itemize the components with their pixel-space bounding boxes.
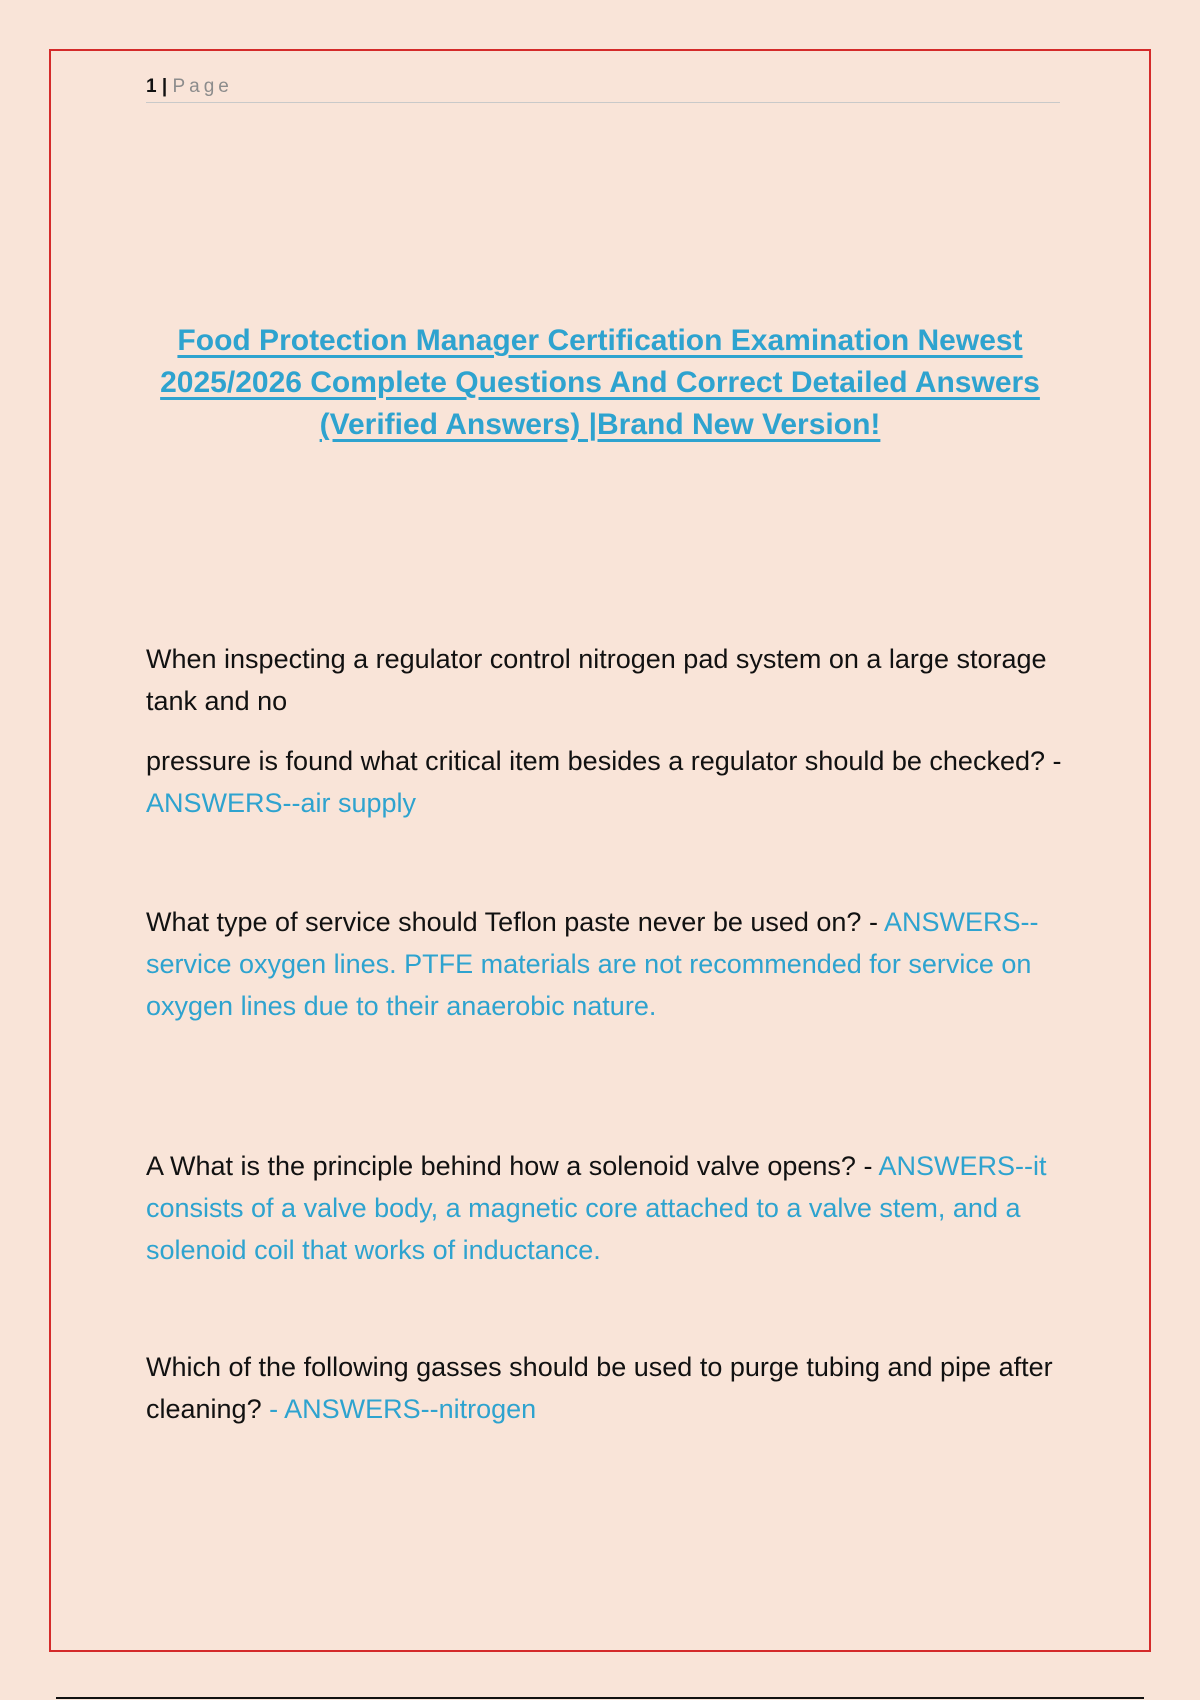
qa-item <box>146 1346 1066 1430</box>
page-separator: | <box>161 76 168 97</box>
answer-text: ANSWERS--service oxygen lines. PTFE materials are not recommended for service on oxygen lines due to their anaerobic nature. <box>146 907 1039 1021</box>
question-text: What type of service should Teflon paste never be used on? - <box>146 907 884 937</box>
answer-text: - ANSWERS--nitrogen <box>269 1394 537 1424</box>
question-text: A What is the principle behind how a solenoid valve opens? - <box>146 1151 879 1181</box>
qa-item <box>146 638 1066 824</box>
qa-item <box>146 901 1066 1027</box>
bottom-divider <box>56 1697 1144 1699</box>
answer-text: ANSWERS--it consists of a valve body, a magnetic core attached to a valve stem, and a solenoid coil that works of inductance. <box>146 1151 1047 1265</box>
page-number: 1 <box>146 76 157 97</box>
document-title[interactable]: Food Protection Manager Certification Examination Newest 2025/2026 Complete Questions And Correct Detailed Answers (Verified Answers) |Brand New Version! <box>160 324 1040 441</box>
page-label: Page <box>172 76 233 97</box>
question-paragraph <box>146 1346 1066 1430</box>
question-text: pressure is found what critical item besides a regulator should be checked? - <box>146 746 1062 776</box>
question-paragraph <box>146 901 1066 1027</box>
question-text: When inspecting a regulator control nitrogen pad system on a large storage tank and no <box>146 644 1047 716</box>
question-paragraph <box>146 1145 1066 1271</box>
qa-item <box>146 1145 1066 1271</box>
page-header <box>146 72 1060 103</box>
question-paragraph <box>146 740 1066 824</box>
answer-text: ANSWERS--air supply <box>146 788 417 818</box>
question-text: Which of the following gasses should be used to purge tubing and pipe after cleaning? <box>146 1352 1053 1424</box>
